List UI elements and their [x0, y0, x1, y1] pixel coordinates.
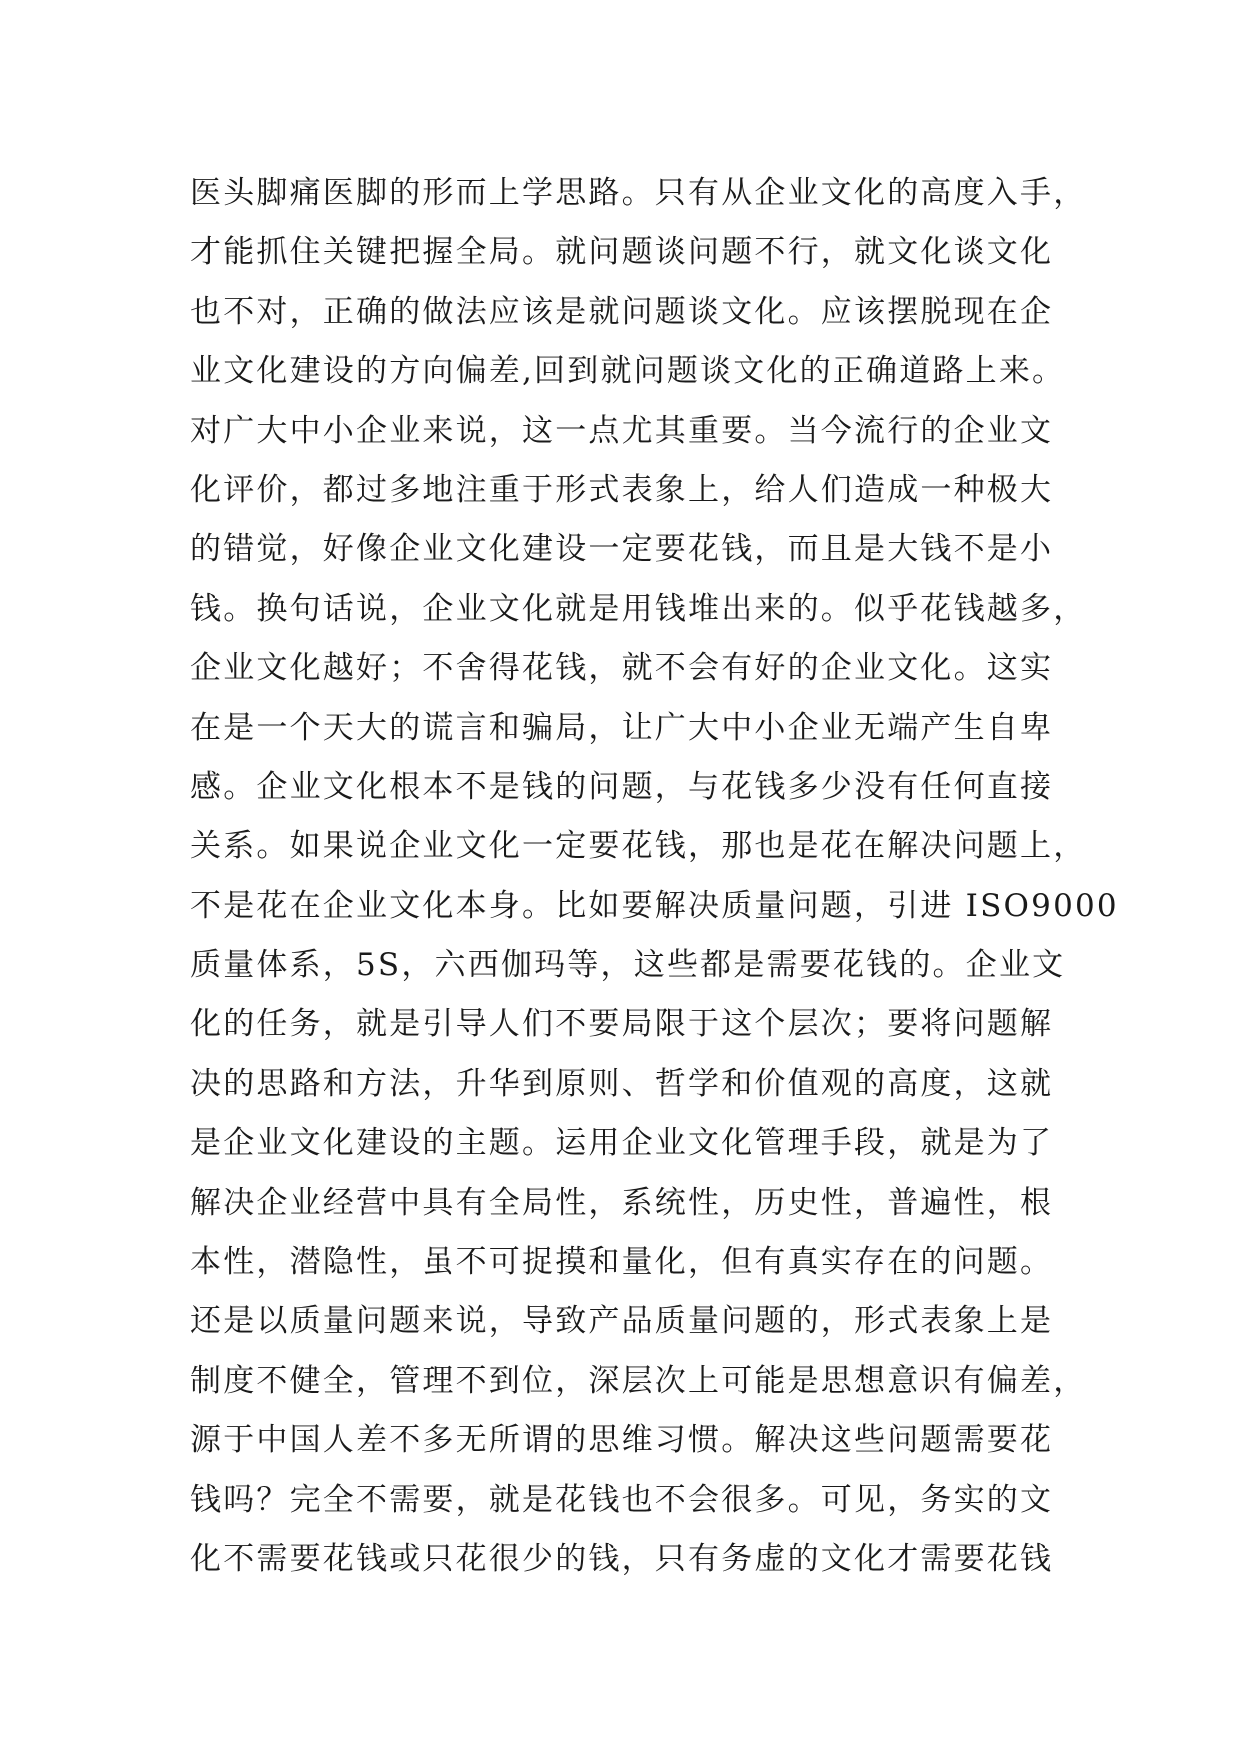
text-line: 业文化建设的方向偏差,回到就问题谈文化的正确道路上来。	[190, 353, 1066, 390]
text-line: 解决企业经营中具有全局性，系统性，历史性，普遍性，根	[190, 1184, 1054, 1221]
text-line: 也不对，正确的做法应该是就问题谈文化。应该摆脱现在企	[190, 293, 1054, 330]
text-line: 钱吗？完全不需要，就是花钱也不会很多。可见，务实的文	[190, 1481, 1054, 1518]
text-line: 化的任务，就是引导人们不要局限于这个层次；要将问题解	[190, 1006, 1054, 1043]
text-line: 是企业文化建设的主题。运用企业文化管理手段，就是为了	[190, 1125, 1054, 1162]
text-line: 不是花在企业文化本身。比如要解决质量问题，引进 ISO9000	[190, 887, 1119, 924]
text-line: 还是以质量问题来说，导致产品质量问题的，形式表象上是	[190, 1303, 1054, 1340]
text-line: 化不需要花钱或只花很少的钱，只有务虚的文化才需要花钱	[190, 1540, 1054, 1577]
text-line: 质量体系，5S，六西伽玛等，这些都是需要花钱的。企业文	[190, 947, 1066, 984]
body-text	[190, 164, 1119, 1589]
text-line: 决的思路和方法，升华到原则、哲学和价值观的高度，这就	[190, 1065, 1054, 1102]
text-line: 才能抓住关键把握全局。就问题谈问题不行，就文化谈文化	[190, 234, 1054, 271]
text-line: 钱。换句话说，企业文化就是用钱堆出来的。似乎花钱越多，	[190, 590, 1087, 627]
text-line: 企业文化越好；不舍得花钱，就不会有好的企业文化。这实	[190, 650, 1054, 687]
text-line: 对广大中小企业来说，这一点尤其重要。当今流行的企业文	[190, 412, 1054, 449]
text-line: 在是一个天大的谎言和骗局，让广大中小企业无端产生自卑	[190, 709, 1054, 746]
text-line: 本性，潜隐性，虽不可捉摸和量化，但有真实存在的问题。	[190, 1244, 1054, 1281]
text-line: 源于中国人差不多无所谓的思维习惯。解决这些问题需要花	[190, 1422, 1054, 1459]
text-line: 感。企业文化根本不是钱的问题，与花钱多少没有任何直接	[190, 768, 1054, 805]
text-line: 制度不健全，管理不到位，深层次上可能是思想意识有偏差，	[190, 1362, 1087, 1399]
text-line: 医头脚痛医脚的形而上学思路。只有从企业文化的高度入手，	[190, 175, 1087, 211]
text-line: 的错觉，好像企业文化建设一定要花钱，而且是大钱不是小	[190, 531, 1054, 568]
text-line: 关系。如果说企业文化一定要花钱，那也是花在解决问题上，	[190, 828, 1087, 865]
text-line: 化评价，都过多地注重于形式表象上，给人们造成一种极大	[190, 471, 1054, 508]
